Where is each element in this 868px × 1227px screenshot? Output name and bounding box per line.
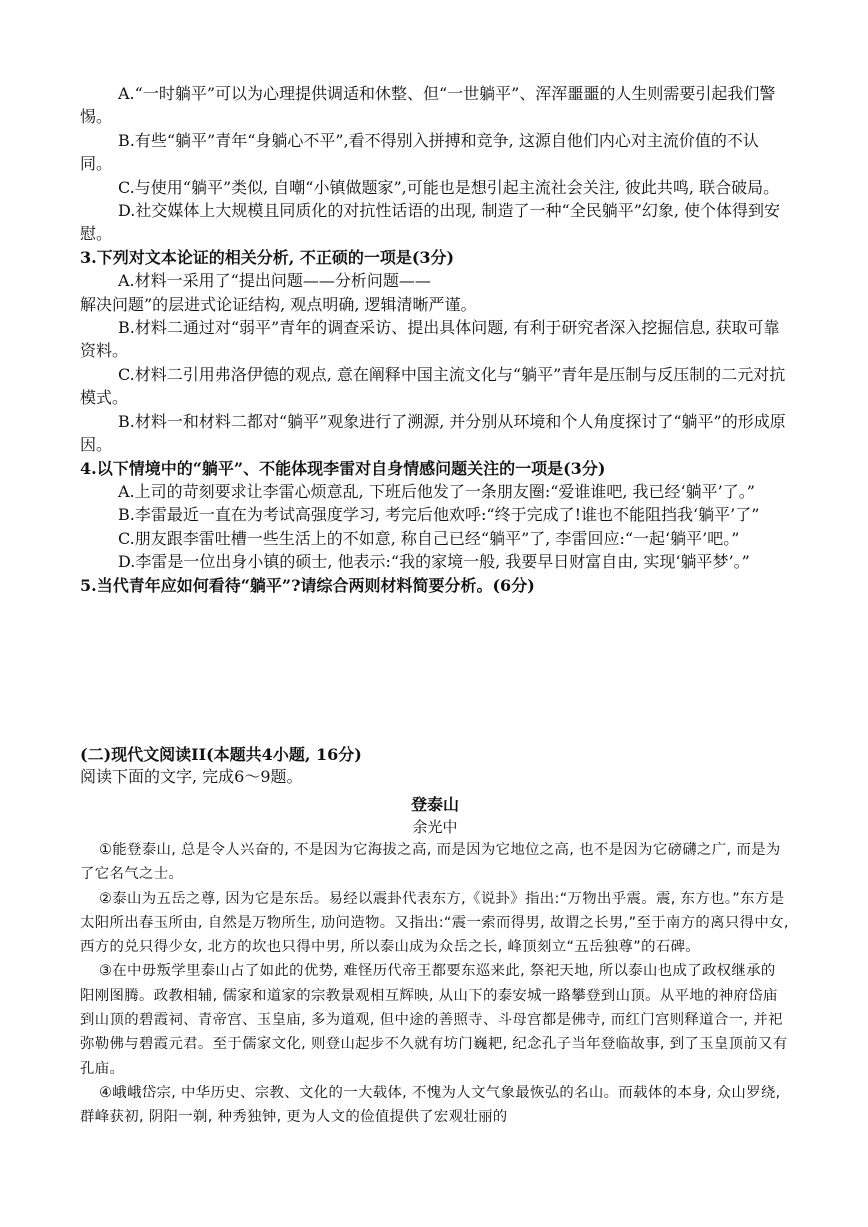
q3-option-a-line1: A.材料一采用了“提出问题——分析问题—— [118, 271, 431, 291]
essay-paragraph-3: ③在中毋叛学里泰山占了如此的优势, 难怪历代帝王都要东巡来此, 祭祀天地, 所以泰山也成了政权继承的阳刚图腾。政教相辅, 儒家和道家的宗教景观相互辉映, 从山下的泰安城一路攀登到山顶。从平地的神府岱庙到山顶的碧霞祠、青帝宫、玉皇庙, 多为道观, 但中途的善照寺、斗母宫都是佛寺, 而红门宫则释道合一, 并祀弥勒佛与碧霞元君。至于儒家文化, 则登山起步不久就有坊门巍耙, 纪念孔子当年登临故事, 到了玉皇顶前又有孔庙。 [80, 963, 788, 1077]
q3-option-c: C.材料二引用弗洛伊德的观点, 意在阐释中国主流文化与“躺平”青年是压制与反压制的二元对抗模式。 [80, 364, 786, 408]
q4-option-c: C.朋友跟李雷吐槽一些生活上的不如意, 称自己已经“躺平”了, 李雷回应:“一起‘躺平’吧。” [118, 528, 740, 548]
essay-paragraph-4: ④峨峨岱宗, 中华历史、宗教、文化的一大载体, 不愧为人文气象最恢弘的名山。而载体的本身, 众山罗绕, 群峰获初, 阴阳一剃, 种秀独钟, 更为人文的俭值提供了宏观壮丽的 [80, 1084, 781, 1126]
essay-paragraph-2: ②泰山为五岳之尊, 因为它是东岳。易经以震卦代表东方,《说卦》指出:“万物出乎震。震, 东方也。”东方是太阳所出春玉所由, 自然是万物所生, 劢问造物。又指出:“震一索而得男, 故谓之长男,”至于南方的离只得中女, 西方的兑只得少女, 北方的坎也只得中男, 所以泰山成为众岳之长, 峰顶刻立“五岳独尊”的石碑。 [80, 890, 789, 956]
q2-option-d: D.社交媒体上大规模且同质化的对抗性话语的出现, 制造了一种“全民躺平”幻象, 使个体得到安慰。 [80, 201, 781, 244]
q3-option-d: B.材料一和材料二都对“躺平”观象进行了溯源, 并分别从环境和个人角度探讨了“躺平”的形成原因。 [80, 411, 786, 455]
question-section [80, 82, 790, 597]
q3-option-b: B.材料二通过对“弱平”青年的调查采访、提出具体问题, 有利于研究者深入挖掘信息, 获取可靠资料。 [80, 318, 780, 361]
reading-instruction: 阅读下面的文字, 完成6～9题。 [80, 767, 303, 786]
q4-option-b: B.李雷最近一直在为考试高强度学习, 考完后他欢呼:“终于完成了!谁也不能阻挡我‘躺平’了” [118, 505, 760, 525]
essay-paragraph-1: ①能登泰山, 总是令人兴奋的, 不是因为它海拔之高, 而是因为它地位之高, 也不是因为它磅礴之广, 而是为了它名气之士。 [80, 842, 781, 883]
q2-option-a: A.“一时躺平”可以为心理提供调适和休整、但“一世躺平”、浑浑噩噩的人生则需要引起我们警惕。 [80, 84, 776, 127]
q3-option-a-line2: 解决问题”的层进式论证结构, 观点明确, 逻辑清晰严谨。 [80, 294, 477, 314]
q2-option-b: B.有些“躺平”青年“身躺心不平”,看不得别入拼搏和竞争, 这源自他们内心对主流价值的不认同。 [80, 130, 759, 174]
q2-option-c: C.与使用“躺平”类似, 自嘲“小镇做题家”,可能也是想引起主流社会关注, 彼此共鸣, 联合破局。 [118, 177, 780, 197]
q4-option-d: D.李雷是一位出身小镇的硕士, 他表示:“我的家境一般, 我要早日财富自由, 实现‘躺平梦’。” [118, 552, 750, 572]
section-heading: (二)现代文阅读II(本题共4小题, 16分) [80, 745, 362, 764]
q5-stem: 5.当代青年应如何看待“躺平”?请综合两则材料简要分析。(6分) [80, 575, 535, 595]
q3-stem: 3.下列对文本论证的相关分析, 不正硕的一项是(3分) [80, 247, 455, 267]
essay-author: 余光中 [412, 818, 458, 836]
essay-title: 登泰山 [410, 795, 459, 814]
reading-section [80, 744, 790, 1130]
q4-stem: 4.以下情境中的“躺平”、不能体现李雷对自身情感问题关注的一项是(3分) [80, 458, 606, 478]
q4-option-a: A.上司的苛刻要求让李雷心烦意乱, 下班后他发了一条朋友圈:“爱谁谁吧, 我已经‘躺平’了。” [118, 481, 755, 501]
